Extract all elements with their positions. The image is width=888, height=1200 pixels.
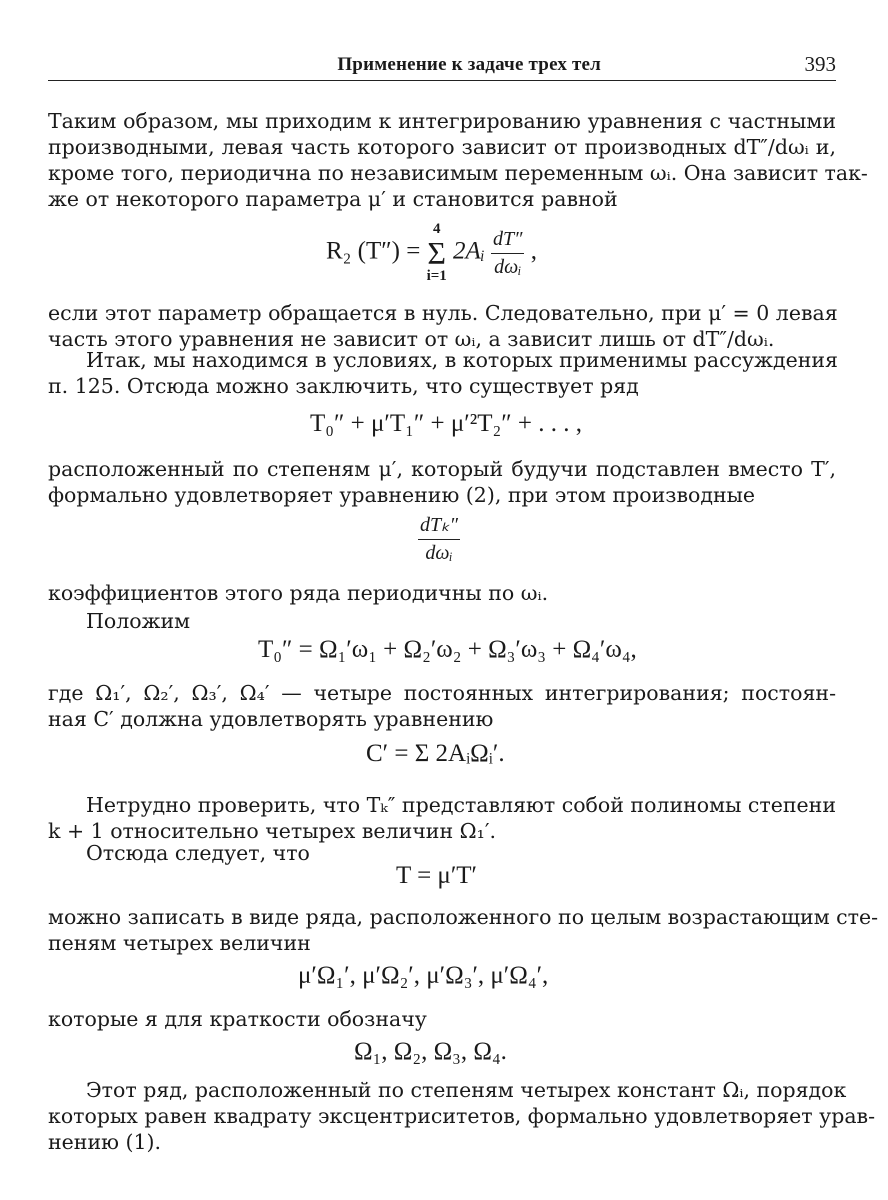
paragraph-3 <box>48 347 836 399</box>
paragraph-1 <box>48 108 868 212</box>
text-line: Нетрудно проверить, что Tₖ″ представляют собой полиномы степени <box>86 793 836 817</box>
derivative-fraction <box>491 228 524 279</box>
equation-c: C′ = Σ 2AᵢΩᵢ′. <box>366 740 505 767</box>
text-line: k + 1 относительно четырех величин Ω₁′. <box>48 819 497 843</box>
sum-upper-limit: 4 <box>432 221 441 237</box>
sum-lower-limit: i=1 <box>426 268 447 284</box>
running-header <box>48 50 836 81</box>
text-line: Итак, мы находимся в условиях, в которых применимы рассуждения <box>86 348 838 372</box>
text-line: которых равен квадрату эксцентриситетов, формально удовлетворяет урав- <box>48 1104 876 1128</box>
equation-quantities: μ′Ω₁′, μ′Ω₂′, μ′Ω₃′, μ′Ω₄′, <box>298 962 549 989</box>
eq-lhs: R₂ (T″) = <box>326 237 421 265</box>
text-line: же от некоторого параметра μ′ и становится равной <box>48 187 618 211</box>
text-line: коэффициентов этого ряда периодичны по ωᵢ. <box>48 581 549 605</box>
book-page <box>48 0 879 1200</box>
text-line: кроме того, периодична по независимым переменным ωᵢ. Она зависит так- <box>48 161 868 185</box>
text-line: если этот параметр обращается в нуль. Следовательно, при μ′ = 0 левая <box>48 301 838 325</box>
header-title: Применение к задаче трех тел <box>337 54 601 75</box>
fraction-numerator: dTₖ″ <box>418 512 460 540</box>
paragraph-7 <box>48 680 836 732</box>
text-line: можно записать в виде ряда, расположенного по целым возрастающим сте- <box>48 905 879 929</box>
sum-operator <box>427 222 447 284</box>
fraction-denominator: dωᵢ <box>425 542 453 564</box>
text-line: Этот ряд, расположенный по степеням четырех констант Ωᵢ, порядок <box>86 1078 847 1102</box>
equation-series: T₀″ + μ′T₁″ + μ′²T₂″ + . . . , <box>310 410 582 437</box>
paragraph-2 <box>48 300 836 352</box>
fraction-denominator: dωᵢ <box>494 255 522 278</box>
equation-r2 <box>326 222 537 284</box>
paragraph-11 <box>48 1006 836 1032</box>
eq-tail: , <box>530 237 537 265</box>
equation-t0: T₀″ = Ω₁′ω₁ + Ω₂′ω₂ + Ω₃′ω₃ + Ω₄′ω₄, <box>258 636 637 663</box>
paragraph-10 <box>48 904 879 956</box>
text-line: Положим <box>86 609 191 633</box>
text-line: Таким образом, мы приходим к интегрированию уравнения с частными <box>48 109 836 133</box>
text-line: п. 125. Отсюда можно заключить, что существует ряд <box>48 374 639 398</box>
text-line: Отсюда следует, что <box>86 841 310 865</box>
equation-t: T = μ′T′ <box>396 862 478 889</box>
sigma-symbol: Σ <box>427 235 446 271</box>
text-line: ная C′ должна удовлетворять уравнению <box>48 707 494 731</box>
text-line: пеням четырех величин <box>48 931 311 955</box>
equation-omegas: Ω₁, Ω₂, Ω₃, Ω₄. <box>354 1038 507 1065</box>
equation-derivative <box>418 512 460 565</box>
text-line: где Ω₁′, Ω₂′, Ω₃′, Ω₄′ — четыре постоянных интегрирования; постоян- <box>48 681 836 705</box>
text-line: производными, левая часть которого зависит от производных dT″/dωᵢ и, <box>48 135 836 159</box>
text-line: часть этого уравнения не зависит от ωᵢ, а зависит лишь от dT″/dωᵢ. <box>48 327 775 351</box>
paragraph-12 <box>48 1077 876 1155</box>
paragraph-6 <box>48 608 836 634</box>
text-line: формально удовлетворяет уравнению (2), при этом производные <box>48 483 756 507</box>
page-number: 393 <box>804 52 836 76</box>
text-line: расположенный по степеням μ′, который будучи подставлен вместо T′, <box>48 457 836 481</box>
derivative-fraction <box>418 512 460 565</box>
text-line: которые я для краткости обозначу <box>48 1007 427 1031</box>
eq-term: 2Aᵢ <box>453 237 485 265</box>
fraction-numerator: dT″ <box>491 228 524 254</box>
paragraph-8 <box>48 792 836 844</box>
paragraph-4 <box>48 456 836 508</box>
text-line: нению (1). <box>48 1130 162 1154</box>
paragraph-5 <box>48 580 836 606</box>
